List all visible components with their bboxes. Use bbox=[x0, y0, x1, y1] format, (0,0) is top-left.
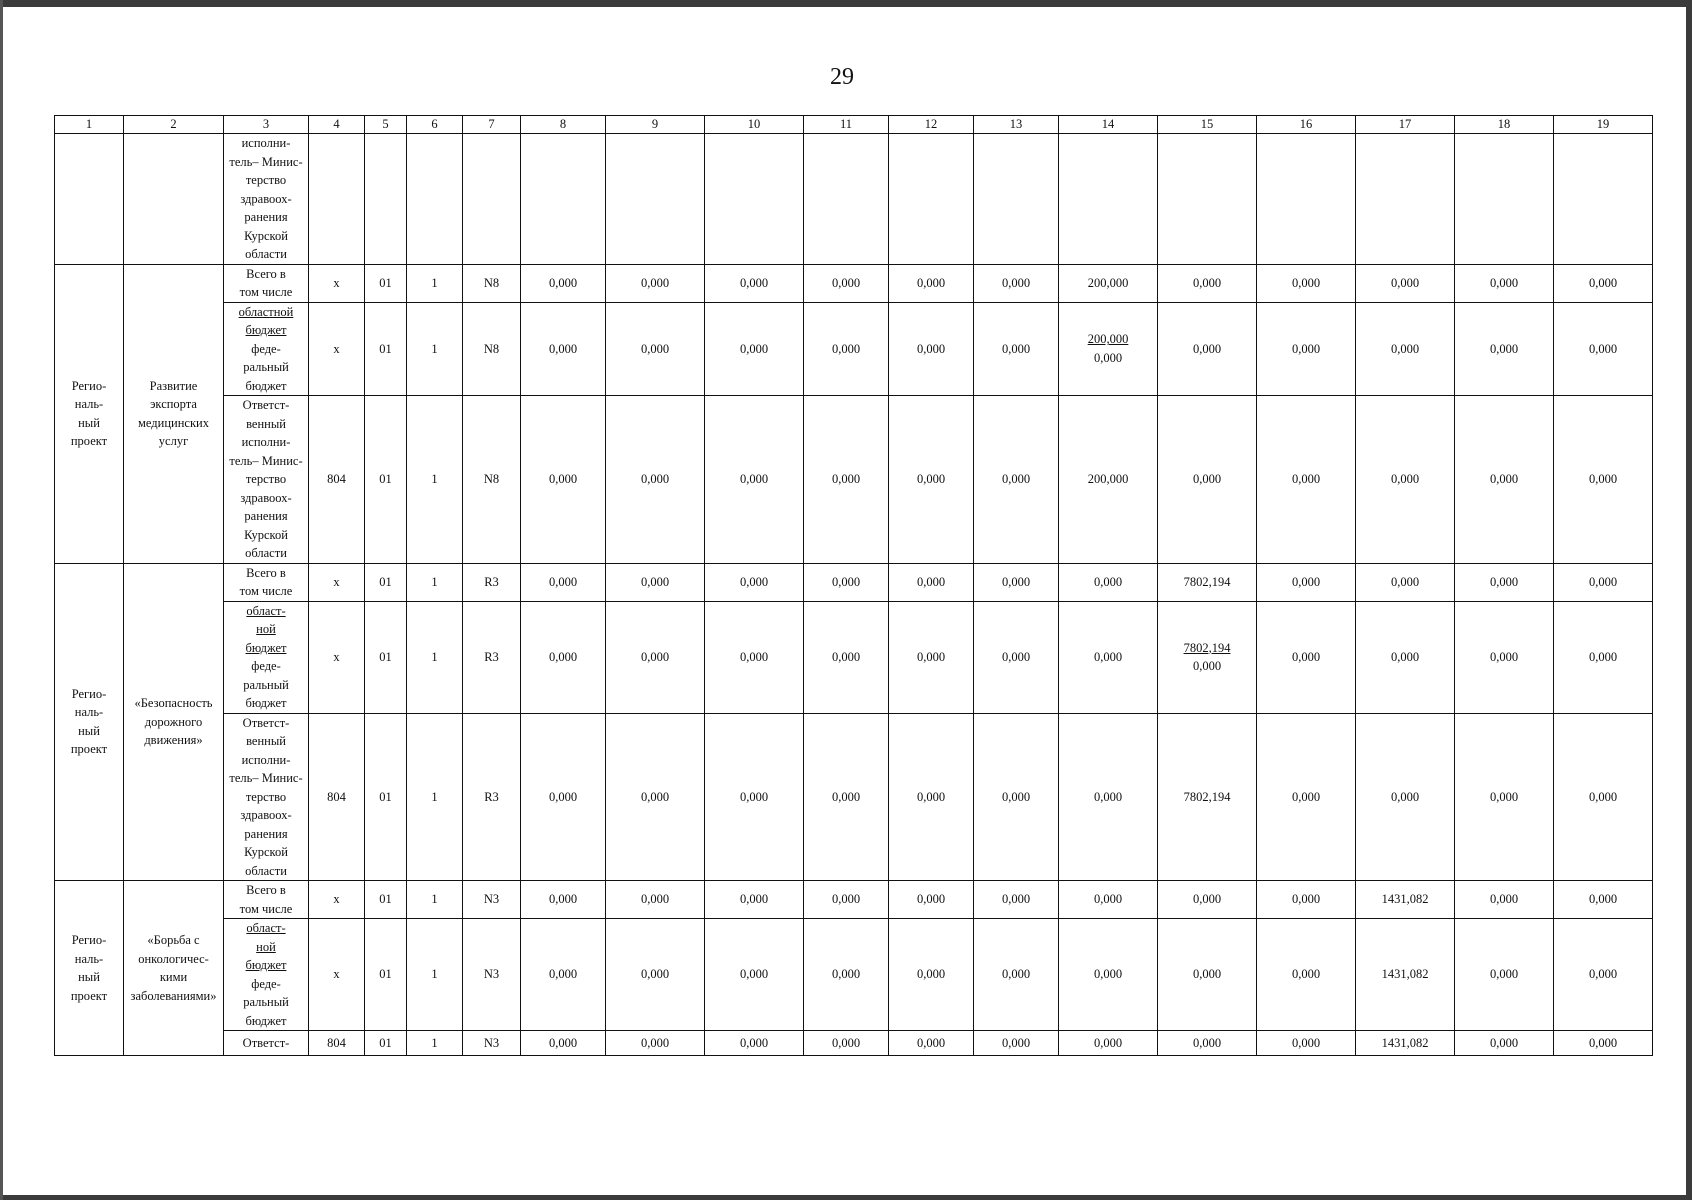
value-cell: 0,000 bbox=[1257, 601, 1356, 713]
value-cell: 0,000 bbox=[1257, 713, 1356, 881]
code-cell: 01 bbox=[365, 881, 407, 919]
value-cell: 0,000 bbox=[804, 264, 889, 302]
project-type-cell bbox=[55, 563, 124, 881]
project-name-line: дорожного bbox=[144, 714, 203, 729]
row-label-line: Всего в bbox=[246, 565, 286, 580]
row-label-line: Всего в bbox=[246, 883, 286, 897]
table-row bbox=[55, 1031, 1653, 1056]
executor-label-line: терство bbox=[245, 173, 287, 187]
row-label-line: ральный bbox=[243, 677, 289, 692]
scan-border-left bbox=[0, 0, 3, 1200]
value-cell: 0,000 bbox=[1257, 302, 1356, 396]
empty-cell bbox=[705, 134, 804, 265]
row-label-line: Всего в bbox=[246, 266, 286, 281]
code-cell: 1 bbox=[407, 1031, 463, 1056]
value-cell: 0,000 bbox=[705, 264, 804, 302]
row-label-cell bbox=[224, 302, 309, 396]
value-cell: 0,000 bbox=[705, 563, 804, 601]
project-type-line: проект bbox=[70, 988, 108, 1003]
project-name-line: заболеваниями» bbox=[130, 988, 217, 1003]
value-cell: 0,000 bbox=[974, 713, 1059, 881]
column-number-cell: 18 bbox=[1455, 116, 1554, 134]
value-cell: 0,000 bbox=[1059, 881, 1158, 919]
value-cell: 0,000 bbox=[1356, 302, 1455, 396]
value-cell: 0,000 bbox=[804, 601, 889, 713]
value-cell: 0,000 bbox=[804, 302, 889, 396]
table-row bbox=[55, 919, 1653, 1031]
code-cell: 01 bbox=[365, 302, 407, 396]
column-number-cell: 19 bbox=[1554, 116, 1653, 134]
federal-value: 0,000 bbox=[1192, 659, 1222, 673]
row-label-cell bbox=[224, 563, 309, 601]
value-cell: 0,000 bbox=[889, 713, 974, 881]
value-cell: 0,000 bbox=[606, 1031, 705, 1056]
value-cell: 0,000 bbox=[1554, 881, 1653, 919]
value-cell: 0,000 bbox=[1257, 396, 1356, 564]
value-cell: 0,000 bbox=[1158, 919, 1257, 1031]
project-name-line: кими bbox=[159, 970, 188, 984]
page-number: 29 bbox=[830, 64, 854, 90]
row-label-cell bbox=[224, 1031, 309, 1056]
column-number-cell: 10 bbox=[705, 116, 804, 134]
value-cell: 0,000 bbox=[521, 713, 606, 881]
code-cell: 01 bbox=[365, 601, 407, 713]
value-cell: 0,000 bbox=[1554, 264, 1653, 302]
value-cell: 0,000 bbox=[1356, 264, 1455, 302]
empty-cell bbox=[521, 134, 606, 265]
value-cell: 0,000 bbox=[974, 302, 1059, 396]
value-cell bbox=[1059, 302, 1158, 396]
value-cell: 0,000 bbox=[1455, 601, 1554, 713]
empty-cell bbox=[606, 134, 705, 265]
column-number-cell: 12 bbox=[889, 116, 974, 134]
regional-budget-label: бюджет bbox=[245, 958, 287, 972]
value-cell: 0,000 bbox=[606, 396, 705, 564]
value-cell: 0,000 bbox=[1158, 396, 1257, 564]
value-cell: 0,000 bbox=[521, 919, 606, 1031]
row-label-line: исполни- bbox=[241, 752, 291, 767]
row-label-line: Курской bbox=[244, 845, 288, 859]
value-cell bbox=[1158, 601, 1257, 713]
executor-label-cell bbox=[224, 134, 309, 265]
row-label-line: тель– Минис- bbox=[229, 453, 303, 468]
table-row bbox=[55, 264, 1653, 302]
project-name-line: «Безопасность bbox=[134, 696, 213, 710]
code-cell: 01 bbox=[365, 713, 407, 881]
code-cell: R3 bbox=[463, 601, 521, 713]
value-cell: 0,000 bbox=[974, 881, 1059, 919]
value-cell: 0,000 bbox=[974, 563, 1059, 601]
row-label-line: ранения bbox=[244, 826, 288, 841]
row-label-cell bbox=[224, 881, 309, 919]
regional-budget-label: ной bbox=[256, 939, 276, 954]
column-number-cell: 8 bbox=[521, 116, 606, 134]
regional-budget-label: областной бюджет bbox=[238, 304, 294, 337]
value-cell: 0,000 bbox=[804, 919, 889, 1031]
row-label-line: Ответст- bbox=[242, 398, 290, 412]
table-body bbox=[55, 116, 1653, 1056]
value-cell: 0,000 bbox=[1059, 563, 1158, 601]
row-label-line: том числе bbox=[239, 584, 293, 598]
value-cell: 7802,194 bbox=[1158, 713, 1257, 881]
code-cell: 01 bbox=[365, 264, 407, 302]
row-label-line: бюджет bbox=[245, 1013, 287, 1028]
column-number-cell: 11 bbox=[804, 116, 889, 134]
project-name-cell bbox=[124, 563, 224, 881]
project-type-line: ный bbox=[78, 415, 100, 430]
code-cell: N8 bbox=[463, 396, 521, 564]
code-cell: 804 bbox=[309, 713, 365, 881]
empty-cell bbox=[407, 134, 463, 265]
row-label-line: области bbox=[245, 546, 287, 560]
row-label-line: венный bbox=[246, 734, 286, 748]
value-cell: 0,000 bbox=[1455, 713, 1554, 881]
value-cell: 0,000 bbox=[705, 1031, 804, 1056]
value-cell: 0,000 bbox=[705, 881, 804, 919]
value-cell: 0,000 bbox=[1356, 601, 1455, 713]
project-type-line: проект bbox=[70, 742, 108, 757]
code-cell: х bbox=[309, 563, 365, 601]
project-type-line: Регио- bbox=[71, 378, 107, 393]
row-label-line: феде- bbox=[251, 341, 281, 356]
row-label-line: терство bbox=[245, 472, 287, 486]
value-cell: 0,000 bbox=[1158, 1031, 1257, 1056]
value-cell: 0,000 bbox=[705, 919, 804, 1031]
value-cell: 0,000 bbox=[1059, 713, 1158, 881]
value-cell: 0,000 bbox=[889, 302, 974, 396]
value-cell: 0,000 bbox=[1356, 396, 1455, 564]
value-cell: 0,000 bbox=[606, 302, 705, 396]
executor-label-line: исполни- bbox=[241, 136, 291, 150]
project-type-cell bbox=[55, 264, 124, 563]
column-number-cell: 4 bbox=[309, 116, 365, 134]
value-cell: 0,000 bbox=[974, 264, 1059, 302]
continuation-row bbox=[55, 134, 1653, 265]
empty-cell bbox=[1356, 134, 1455, 265]
code-cell: 01 bbox=[365, 563, 407, 601]
value-cell: 0,000 bbox=[1257, 563, 1356, 601]
empty-cell bbox=[974, 134, 1059, 265]
value-cell: 0,000 bbox=[1554, 563, 1653, 601]
regional-budget-label: ной bbox=[256, 622, 276, 636]
value-cell: 0,000 bbox=[705, 396, 804, 564]
value-cell: 0,000 bbox=[606, 919, 705, 1031]
table-row bbox=[55, 302, 1653, 396]
executor-label-line: здравоох- bbox=[240, 191, 292, 206]
row-label-cell bbox=[224, 601, 309, 713]
row-label-line: Ответст- bbox=[242, 715, 290, 730]
value-cell: 0,000 bbox=[1158, 264, 1257, 302]
value-cell: 0,000 bbox=[1455, 302, 1554, 396]
row-label-line: тель– Минис- bbox=[229, 771, 303, 785]
value-cell: 0,000 bbox=[1356, 563, 1455, 601]
row-label-line: том числе bbox=[239, 901, 293, 916]
code-cell: N3 bbox=[463, 881, 521, 919]
table-row bbox=[55, 601, 1653, 713]
column-number-cell: 7 bbox=[463, 116, 521, 134]
column-number-cell: 13 bbox=[974, 116, 1059, 134]
value-cell: 0,000 bbox=[1455, 396, 1554, 564]
row-label-line: исполни- bbox=[241, 435, 291, 449]
row-label-line: здравоох- bbox=[240, 808, 292, 822]
value-cell: 200,000 bbox=[1059, 396, 1158, 564]
column-number-cell: 9 bbox=[606, 116, 705, 134]
row-label-line: бюджет bbox=[245, 378, 287, 393]
column-number-cell: 3 bbox=[224, 116, 309, 134]
scan-border-right bbox=[1686, 0, 1692, 1200]
column-number-cell: 16 bbox=[1257, 116, 1356, 134]
code-cell: х bbox=[309, 919, 365, 1031]
value-cell: 0,000 bbox=[1158, 302, 1257, 396]
value-cell: 1431,082 bbox=[1356, 1031, 1455, 1056]
empty-cell bbox=[1257, 134, 1356, 265]
value-cell: 0,000 bbox=[804, 563, 889, 601]
code-cell: х bbox=[309, 302, 365, 396]
code-cell: 01 bbox=[365, 396, 407, 564]
code-cell: 1 bbox=[407, 264, 463, 302]
value-cell: 0,000 bbox=[521, 601, 606, 713]
row-label-cell bbox=[224, 919, 309, 1031]
value-cell: 0,000 bbox=[1554, 919, 1653, 1031]
value-cell: 0,000 bbox=[1455, 563, 1554, 601]
value-cell: 0,000 bbox=[889, 881, 974, 919]
federal-value: 0,000 bbox=[1093, 350, 1123, 365]
code-cell: R3 bbox=[463, 563, 521, 601]
value-cell: 0,000 bbox=[804, 881, 889, 919]
value-cell: 0,000 bbox=[1257, 881, 1356, 919]
row-label-line: феде- bbox=[251, 976, 281, 991]
project-type-line: Регио- bbox=[71, 686, 107, 701]
budget-table bbox=[54, 115, 1653, 1056]
table-row bbox=[55, 563, 1653, 601]
column-number-cell: 6 bbox=[407, 116, 463, 134]
empty-cell bbox=[804, 134, 889, 265]
value-cell: 0,000 bbox=[606, 881, 705, 919]
project-name-line: Развитие bbox=[149, 378, 198, 393]
executor-label-line: области bbox=[245, 247, 287, 261]
value-cell: 0,000 bbox=[521, 264, 606, 302]
regional-budget-label: област- bbox=[246, 921, 286, 935]
empty-cell bbox=[889, 134, 974, 265]
column-number-cell: 2 bbox=[124, 116, 224, 134]
project-type-line: ный bbox=[78, 723, 100, 738]
code-cell: 804 bbox=[309, 1031, 365, 1056]
row-label-line: здравоох- bbox=[240, 490, 292, 505]
executor-label-line: тель– Минис- bbox=[229, 154, 303, 169]
value-cell: 0,000 bbox=[521, 1031, 606, 1056]
row-label-line: Ответст- bbox=[242, 1035, 290, 1050]
value-cell: 0,000 bbox=[1257, 264, 1356, 302]
executor-label-line: ранения bbox=[244, 210, 288, 224]
empty-cell bbox=[365, 134, 407, 265]
column-number-cell: 5 bbox=[365, 116, 407, 134]
value-cell: 0,000 bbox=[1356, 713, 1455, 881]
code-cell: 01 bbox=[365, 919, 407, 1031]
empty-cell bbox=[1059, 134, 1158, 265]
value-cell: 0,000 bbox=[1554, 302, 1653, 396]
code-cell: R3 bbox=[463, 713, 521, 881]
regional-budget-label: бюджет bbox=[245, 640, 287, 655]
value-cell: 0,000 bbox=[889, 601, 974, 713]
table-row bbox=[55, 713, 1653, 881]
project-type-line: наль- bbox=[74, 397, 104, 411]
code-cell: 1 bbox=[407, 919, 463, 1031]
column-number-cell: 15 bbox=[1158, 116, 1257, 134]
value-cell: 0,000 bbox=[974, 919, 1059, 1031]
regional-value: 7802,194 bbox=[1183, 640, 1231, 655]
value-cell: 0,000 bbox=[705, 302, 804, 396]
value-cell: 0,000 bbox=[804, 713, 889, 881]
row-label-line: Курской bbox=[244, 527, 288, 542]
value-cell: 200,000 bbox=[1059, 264, 1158, 302]
value-cell: 0,000 bbox=[1455, 919, 1554, 1031]
code-cell: 1 bbox=[407, 713, 463, 881]
project-name-cell bbox=[124, 264, 224, 563]
code-cell: х bbox=[309, 601, 365, 713]
empty-cell bbox=[463, 134, 521, 265]
value-cell: 0,000 bbox=[521, 396, 606, 564]
project-name-line: медицинских bbox=[138, 415, 209, 430]
scan-border-top bbox=[0, 0, 1692, 7]
value-cell: 0,000 bbox=[1257, 1031, 1356, 1056]
column-number-row bbox=[55, 116, 1653, 134]
code-cell: х bbox=[309, 264, 365, 302]
table-row bbox=[55, 881, 1653, 919]
project-type-line: ный bbox=[78, 970, 100, 984]
value-cell: 0,000 bbox=[521, 302, 606, 396]
code-cell: х bbox=[309, 881, 365, 919]
code-cell: 804 bbox=[309, 396, 365, 564]
regional-value: 200,000 bbox=[1087, 332, 1129, 347]
value-cell: 1431,082 bbox=[1356, 881, 1455, 919]
row-label-cell bbox=[224, 713, 309, 881]
value-cell: 0,000 bbox=[521, 563, 606, 601]
row-label-line: ральный bbox=[243, 995, 289, 1009]
column-number-cell: 14 bbox=[1059, 116, 1158, 134]
row-label-line: ральный bbox=[243, 360, 289, 374]
row-label-line: том числе bbox=[239, 285, 293, 299]
project-name-cell bbox=[124, 881, 224, 1056]
value-cell: 0,000 bbox=[1059, 1031, 1158, 1056]
value-cell: 0,000 bbox=[889, 264, 974, 302]
project-name-line: онкологичес- bbox=[138, 951, 209, 966]
value-cell: 0,000 bbox=[1158, 881, 1257, 919]
value-cell: 0,000 bbox=[606, 264, 705, 302]
value-cell: 0,000 bbox=[1257, 919, 1356, 1031]
value-cell: 0,000 bbox=[889, 1031, 974, 1056]
value-cell: 0,000 bbox=[521, 881, 606, 919]
scan-border-bottom bbox=[0, 1195, 1692, 1200]
project-name-line: «Борьба с bbox=[147, 933, 200, 947]
value-cell: 0,000 bbox=[1455, 264, 1554, 302]
code-cell: N8 bbox=[463, 302, 521, 396]
empty-cell bbox=[1554, 134, 1653, 265]
project-type-line: Регио- bbox=[71, 933, 107, 947]
value-cell: 0,000 bbox=[1455, 881, 1554, 919]
empty-cell bbox=[1158, 134, 1257, 265]
value-cell: 0,000 bbox=[1554, 601, 1653, 713]
row-label-line: бюджет bbox=[245, 696, 287, 710]
value-cell: 0,000 bbox=[606, 601, 705, 713]
value-cell: 1431,082 bbox=[1356, 919, 1455, 1031]
empty-cell bbox=[1455, 134, 1554, 265]
project-type-cell bbox=[55, 881, 124, 1056]
code-cell: 01 bbox=[365, 1031, 407, 1056]
project-name-line: движения» bbox=[144, 733, 203, 747]
code-cell: 1 bbox=[407, 302, 463, 396]
value-cell: 0,000 bbox=[1059, 919, 1158, 1031]
row-label-line: области bbox=[245, 863, 287, 878]
project-name-line: услуг bbox=[158, 434, 189, 448]
regional-budget-label: област- bbox=[246, 603, 286, 618]
value-cell: 0,000 bbox=[974, 1031, 1059, 1056]
empty-cell bbox=[124, 134, 224, 265]
project-type-line: проект bbox=[70, 434, 108, 448]
value-cell: 0,000 bbox=[889, 563, 974, 601]
value-cell: 0,000 bbox=[1059, 601, 1158, 713]
table-row bbox=[55, 396, 1653, 564]
value-cell: 0,000 bbox=[804, 1031, 889, 1056]
value-cell: 0,000 bbox=[1554, 1031, 1653, 1056]
value-cell: 0,000 bbox=[606, 713, 705, 881]
code-cell: N3 bbox=[463, 919, 521, 1031]
empty-cell bbox=[55, 134, 124, 265]
empty-cell bbox=[309, 134, 365, 265]
row-label-line: венный bbox=[246, 416, 286, 431]
value-cell: 0,000 bbox=[804, 396, 889, 564]
value-cell: 0,000 bbox=[974, 396, 1059, 564]
project-type-line: наль- bbox=[74, 951, 104, 966]
row-label-line: феде- bbox=[251, 659, 281, 673]
row-label-cell bbox=[224, 396, 309, 564]
project-type-line: наль- bbox=[74, 705, 104, 720]
value-cell: 0,000 bbox=[889, 919, 974, 1031]
value-cell: 0,000 bbox=[705, 601, 804, 713]
value-cell: 7802,194 bbox=[1158, 563, 1257, 601]
code-cell: N3 bbox=[463, 1031, 521, 1056]
value-cell: 0,000 bbox=[889, 396, 974, 564]
executor-label-line: Курской bbox=[244, 228, 288, 243]
value-cell: 0,000 bbox=[705, 713, 804, 881]
value-cell: 0,000 bbox=[1554, 713, 1653, 881]
column-number-cell: 1 bbox=[55, 116, 124, 134]
value-cell: 0,000 bbox=[606, 563, 705, 601]
code-cell: N8 bbox=[463, 264, 521, 302]
column-number-cell: 17 bbox=[1356, 116, 1455, 134]
value-cell: 0,000 bbox=[974, 601, 1059, 713]
value-cell: 0,000 bbox=[1554, 396, 1653, 564]
row-label-line: терство bbox=[245, 789, 287, 804]
value-cell: 0,000 bbox=[1455, 1031, 1554, 1056]
code-cell: 1 bbox=[407, 396, 463, 564]
project-name-line: экспорта bbox=[150, 397, 197, 411]
code-cell: 1 bbox=[407, 563, 463, 601]
row-label-line: ранения bbox=[244, 509, 288, 523]
code-cell: 1 bbox=[407, 601, 463, 713]
code-cell: 1 bbox=[407, 881, 463, 919]
row-label-cell bbox=[224, 264, 309, 302]
